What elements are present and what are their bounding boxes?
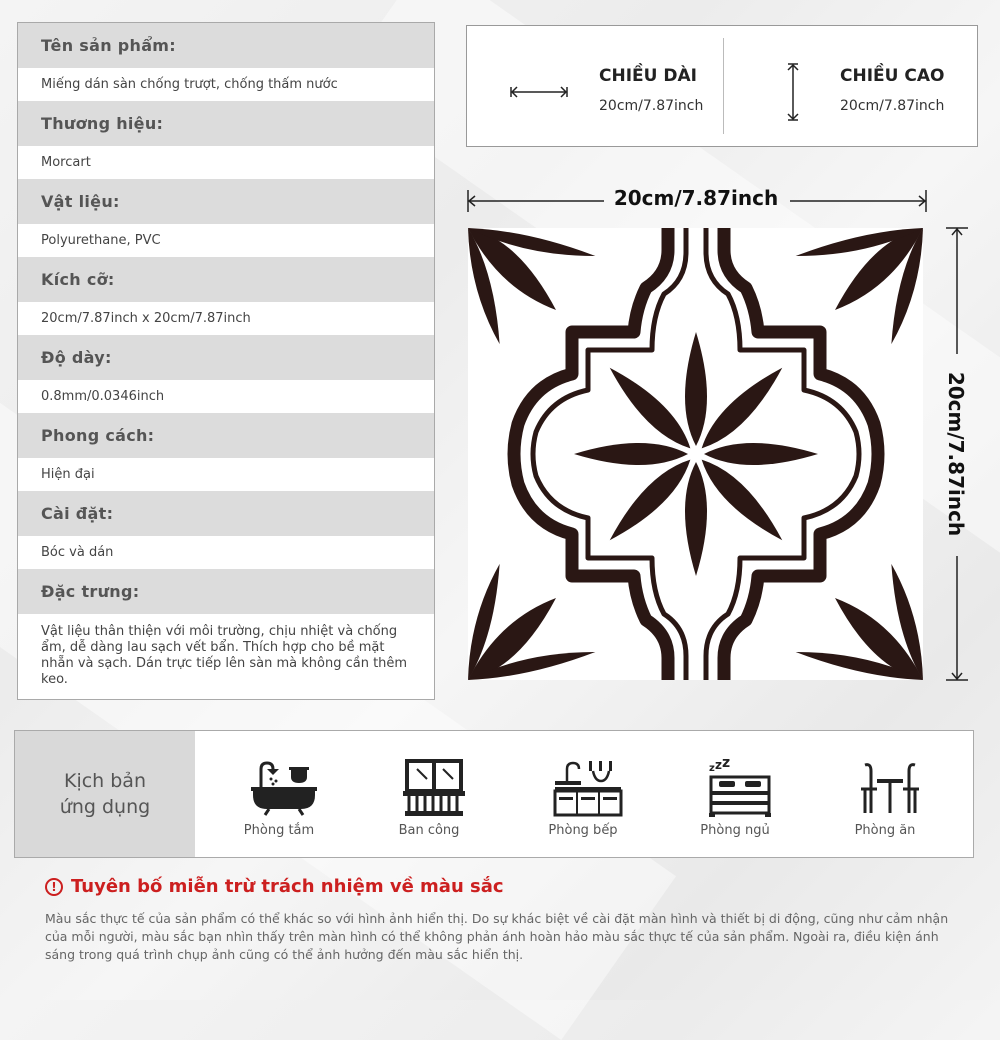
spec-label-thickness: Độ dày: <box>18 335 434 380</box>
tile-height-label: 20cm/7.87inch <box>944 371 968 537</box>
spec-label-style: Phong cách: <box>18 413 434 458</box>
dining-icon <box>855 759 925 819</box>
usage-label-bedroom: Phòng ngủ <box>700 823 770 838</box>
usage-label-dining: Phòng ăn <box>854 823 916 838</box>
usage-label-balcony: Ban công <box>398 823 460 838</box>
usage-lead-line1: Kịch bản <box>63 770 146 792</box>
height-title: CHIỀU CAO <box>840 66 945 86</box>
tile-width-label: 20cm/7.87inch <box>613 186 779 210</box>
usage-item-dining <box>815 731 955 857</box>
usage-scenarios-panel <box>14 730 974 858</box>
spec-label-size: Kích cỡ: <box>18 257 434 302</box>
length-value: 20cm/7.87inch <box>599 98 704 114</box>
balcony-icon <box>399 759 469 819</box>
svg-text:z: z <box>715 759 722 772</box>
dimension-box <box>466 25 978 147</box>
usage-item-kitchen <box>513 731 653 857</box>
length-title: CHIỀU DÀI <box>599 66 697 86</box>
usage-item-balcony <box>359 731 499 857</box>
disclaimer-title <box>45 876 504 897</box>
vertical-arrow-icon <box>785 62 801 122</box>
svg-text:z: z <box>709 763 715 774</box>
svg-text:z: z <box>722 759 731 771</box>
spec-value-install: Bóc và dán <box>18 536 434 569</box>
usage-label-bathroom: Phòng tắm <box>243 823 315 838</box>
tile-pattern <box>468 228 923 680</box>
spec-label-material: Vật liệu: <box>18 179 434 224</box>
spec-value-size: 20cm/7.87inch x 20cm/7.87inch <box>18 302 434 335</box>
spec-table <box>17 22 435 700</box>
warning-icon: ! <box>45 878 63 896</box>
spec-label-name: Tên sản phẩm: <box>18 23 434 68</box>
usage-label-kitchen: Phòng bếp <box>548 823 618 838</box>
usage-lead-line2: ứng dụng <box>59 796 151 818</box>
horizontal-arrow-icon <box>509 84 569 100</box>
spec-value-brand: Morcart <box>18 146 434 179</box>
usage-lead <box>15 731 195 857</box>
disclaimer-title-text: Tuyên bố miễn trừ trách nhiệm về màu sắc <box>71 876 504 897</box>
dimension-divider <box>723 38 724 134</box>
spec-label-install: Cài đặt: <box>18 491 434 536</box>
kitchen-icon <box>553 759 623 819</box>
spec-value-style: Hiện đại <box>18 458 434 491</box>
spec-label-features: Đặc trưng: <box>18 569 434 614</box>
tile-pattern-graphic <box>468 228 923 680</box>
spec-value-material: Polyurethane, PVC <box>18 224 434 257</box>
spec-value-thickness: 0.8mm/0.0346inch <box>18 380 434 413</box>
usage-item-bedroom <box>665 731 805 857</box>
disclaimer-body: Màu sắc thực tế của sản phẩm có thể khác so với hình ảnh hiển thị. Do sự khác biệt về cài đặt màn hình và thiết bị di động, cũng như cảm nhận của mỗi người, màu sắc bạn nhìn thấy trên màn hình có thể không phản ánh hoàn hảo màu sắc thực tế của sản phẩm. Ngoài ra, điều kiện ánh sáng trong quá trình chụp ảnh cũng có thể ảnh hưởng đến màu sắc hiển thị. <box>45 911 949 962</box>
spec-label-brand: Thương hiệu: <box>18 101 434 146</box>
bed-icon <box>705 759 775 819</box>
spec-value-name: Miếng dán sàn chống trượt, chống thấm nước <box>18 68 434 101</box>
height-value: 20cm/7.87inch <box>840 98 945 114</box>
spec-value-features: Vật liệu thân thiện với môi trường, chịu nhiệt và chống ẩm, dễ dàng lau sạch vết bẩn. Thích hợp cho bề mặt nhẵn và sạch. Dán trực tiếp lên sàn mà không cần thêm keo. <box>18 614 434 696</box>
bathtub-icon <box>249 759 319 819</box>
usage-item-bathroom <box>209 731 349 857</box>
